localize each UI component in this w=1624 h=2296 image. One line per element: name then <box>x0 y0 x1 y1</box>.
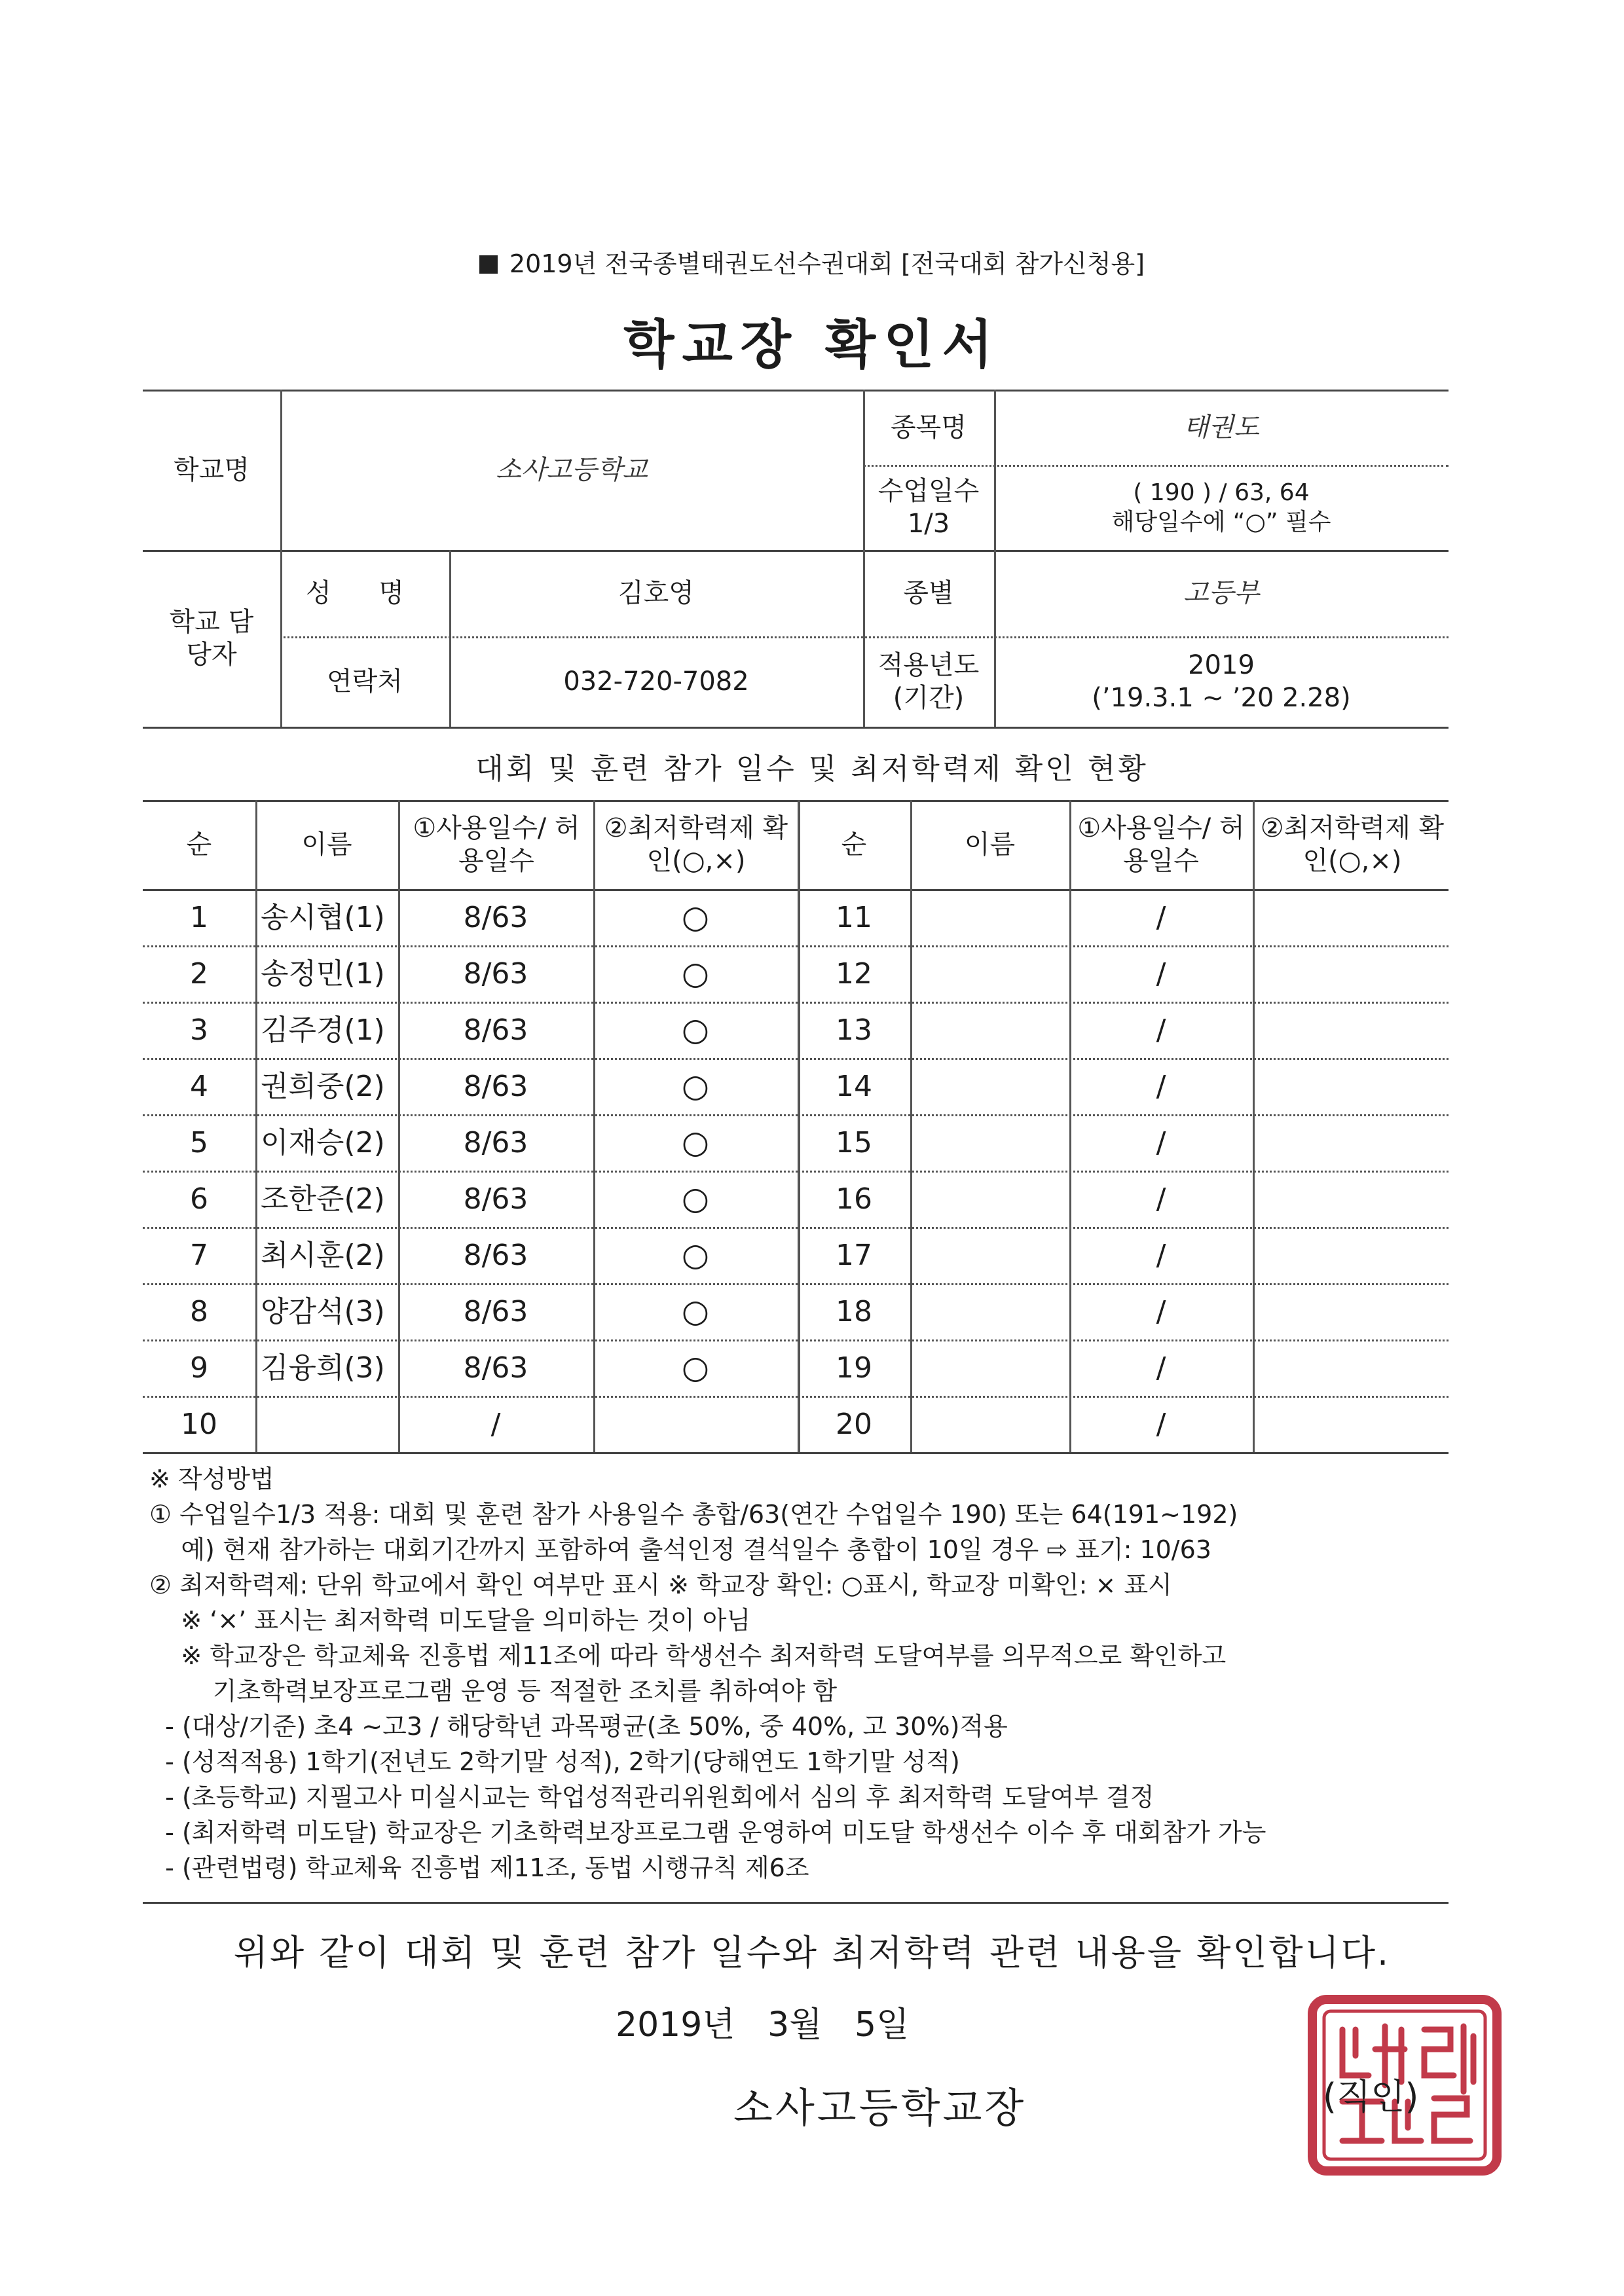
roster-name-cell <box>910 1339 1075 1396</box>
roster-check-cell <box>1253 1058 1449 1114</box>
roster-name-cell <box>910 945 1075 1002</box>
name-label: 성 명 <box>306 578 424 608</box>
roster-name-cell <box>910 1171 1075 1227</box>
roster-check-cell: ○ <box>682 1011 709 1048</box>
col-header-no: 순 <box>841 829 867 860</box>
roster-no-cell: 7 <box>190 1238 208 1272</box>
col-header-check: ②최저학력제 확인(○,×) <box>604 813 788 876</box>
year-value: 2019 <box>1188 650 1255 680</box>
roster-name-cell: 양감석(3) <box>261 1294 385 1328</box>
sport-label: 종목명 <box>891 412 967 443</box>
roster-days-cell: 8/63 <box>463 957 528 991</box>
roster-days-cell: 8/63 <box>463 1351 528 1385</box>
roster-no-cell: 1 <box>190 900 208 934</box>
year-label: 적용년도 (기간) <box>877 650 980 713</box>
roster-check-cell <box>1253 1283 1449 1339</box>
col-header-days: ①사용일수/ 허용일수 <box>413 813 580 876</box>
roster-check-cell <box>1253 1339 1449 1396</box>
section-title: 대회 및 훈련 참가 일수 및 최저학력제 확인 현황 <box>475 752 1149 786</box>
roster-name-cell: 이재승(2) <box>261 1125 385 1159</box>
square-bullet-icon <box>479 255 498 274</box>
category-value: 고등부 <box>1183 578 1259 608</box>
roster-no-cell: 6 <box>190 1182 208 1216</box>
roster-name-cell: 조한준(2) <box>261 1182 385 1216</box>
note-line: - (성적적용) 1학기(전년도 2학기말 성적), 2학기(당해연도 1학기말 성적) <box>149 1747 960 1776</box>
roster-check-cell <box>1253 1171 1449 1227</box>
roster-name-cell: 송정민(1) <box>261 957 385 991</box>
roster-days-cell: / <box>490 1407 501 1441</box>
issue-date: 2019년 3월 5일 <box>616 2005 910 2045</box>
note-line: - (대상/기준) 초4 ~고3 / 해당학년 과목평균(초 50%, 중 40%, 고 30%)적용 <box>149 1712 1008 1741</box>
roster-check-cell <box>1253 889 1449 945</box>
roster-no-cell: 17 <box>836 1238 872 1272</box>
roster-no-cell: 9 <box>190 1351 208 1385</box>
roster-no-cell: 18 <box>836 1294 872 1328</box>
roster-no-cell: 5 <box>190 1125 208 1159</box>
note-line: ① 수업일수1/3 적용: 대회 및 훈련 참가 사용일수 총합/63(연간 수업일수 190) 또는 64(191~192) <box>149 1500 1238 1529</box>
col-header-name: 이름 <box>301 829 352 860</box>
roster-check-cell <box>1253 1396 1449 1452</box>
phone-value: 032-720-7082 <box>563 666 749 697</box>
principal-signature: 소사고등학교장 <box>733 2084 1027 2132</box>
roster-days-cell: / <box>1156 900 1166 934</box>
roster-days-cell: / <box>1156 1125 1166 1159</box>
roster-name-cell <box>910 889 1075 945</box>
roster-check-cell: ○ <box>682 1180 709 1217</box>
roster-name-cell <box>910 1114 1075 1171</box>
roster-days-cell: / <box>1156 1069 1166 1103</box>
col-header-no: 순 <box>186 829 212 860</box>
class-days-value: ( 190 ) / 63, 64 <box>1133 479 1310 506</box>
roster-days-cell: / <box>1156 1351 1166 1385</box>
roster-days-cell: 8/63 <box>463 1238 528 1272</box>
event-heading <box>0 244 1624 280</box>
roster-days-cell: 8/63 <box>463 900 528 934</box>
roster-no-cell: 4 <box>190 1069 208 1103</box>
roster-no-cell: 10 <box>181 1407 217 1441</box>
roster-days-cell: 8/63 <box>463 1294 528 1328</box>
roster-check-cell <box>1253 1114 1449 1171</box>
class-days-label: 수업일수 1/3 <box>877 476 980 539</box>
roster-no-cell: 14 <box>836 1069 872 1103</box>
year-period: (’19.3.1 ~ ’20 2.28) <box>1092 683 1351 713</box>
roster-check-cell: ○ <box>682 1349 709 1386</box>
roster-no-cell: 3 <box>190 1013 208 1047</box>
sport-value: 태권도 <box>1183 412 1259 443</box>
roster-no-cell: 11 <box>836 900 872 934</box>
roster-check-cell: ○ <box>682 1068 709 1104</box>
note-line: ※ 작성방법 <box>149 1465 274 1493</box>
roster-name-cell: 김주경(1) <box>261 1013 385 1047</box>
roster-days-cell: 8/63 <box>463 1069 528 1103</box>
roster-check-cell: ○ <box>682 1237 709 1273</box>
roster-days-cell: 8/63 <box>463 1182 528 1216</box>
roster-no-cell: 15 <box>836 1125 872 1159</box>
col-header-name: 이름 <box>964 829 1016 860</box>
note-line: - (관련법령) 학교체육 진흥법 제11조, 동법 시행규칙 제6조 <box>149 1853 809 1882</box>
roster-name-cell <box>910 1058 1075 1114</box>
roster-table <box>143 800 1449 1455</box>
roster-check-cell <box>1253 1227 1449 1283</box>
roster-days-cell: / <box>1156 1407 1166 1441</box>
page-title: 학교장 확인서 <box>623 314 1001 375</box>
roster-no-cell: 20 <box>836 1407 872 1441</box>
roster-no-cell: 12 <box>836 957 872 991</box>
note-line: ※ 학교장은 학교체육 진흥법 제11조에 따라 학생선수 최저학력 도달여부를 의무적으로 확인하고 <box>149 1641 1227 1670</box>
roster-days-cell: / <box>1156 957 1166 991</box>
roster-check-cell <box>1253 945 1449 1002</box>
school-name-value: 소사고등학교 <box>496 454 648 485</box>
roster-name-cell: 최시훈(2) <box>261 1238 385 1272</box>
contact-group-label: 학교 담당자 <box>169 607 254 670</box>
roster-name-cell <box>910 1396 1075 1452</box>
class-days-note: 해당일수에 “○” 필수 <box>1111 509 1331 536</box>
note-line: - (초등학교) 지필고사 미실시교는 학업성적관리위원회에서 심의 후 최저학력 도달여부 결정 <box>149 1783 1154 1812</box>
writing-instructions <box>149 1461 1459 1886</box>
note-line: - (최저학력 미도달) 학교장은 기초학력보장프로그램 운영하여 미도달 학생선수 이수 후 대회참가 가능 <box>149 1818 1266 1847</box>
roster-name-cell <box>910 1002 1075 1058</box>
roster-no-cell: 19 <box>836 1351 872 1385</box>
roster-check-cell: ○ <box>682 1124 709 1161</box>
contact-name-value: 김호영 <box>618 578 694 608</box>
roster-no-cell: 2 <box>190 957 208 991</box>
roster-name-cell: 송시협(1) <box>261 900 385 934</box>
roster-check-cell: ○ <box>682 1293 709 1330</box>
roster-check-cell: ○ <box>682 899 709 936</box>
roster-days-cell: / <box>1156 1013 1166 1047</box>
roster-check-cell <box>1253 1002 1449 1058</box>
roster-days-cell: / <box>1156 1238 1166 1272</box>
col-header-days: ①사용일수/ 허용일수 <box>1077 813 1245 876</box>
roster-check-cell <box>593 1396 798 1452</box>
roster-days-cell: 8/63 <box>463 1125 528 1159</box>
school-name-label: 학교명 <box>174 454 249 485</box>
confirmation-statement: 위와 같이 대회 및 훈련 참가 일수와 최저학력 관련 내용을 확인합니다. <box>233 1932 1391 1973</box>
roster-name-cell <box>910 1227 1075 1283</box>
roster-no-cell: 13 <box>836 1013 872 1047</box>
roster-days-cell: 8/63 <box>463 1013 528 1047</box>
school-info-table <box>143 390 1449 727</box>
phone-label: 연락처 <box>327 666 403 697</box>
roster-days-cell: / <box>1156 1182 1166 1216</box>
roster-check-cell: ○ <box>682 955 709 992</box>
note-line: 예) 현재 참가하는 대회기간까지 포함하여 출석인정 결석일수 총합이 10일 경우 ⇨ 표기: 10/63 <box>149 1535 1211 1564</box>
roster-name-cell: 권희중(2) <box>261 1069 385 1103</box>
note-line: 기초학력보장프로그램 운영 등 적절한 조치를 취하여야 함 <box>149 1677 838 1705</box>
roster-no-cell: 8 <box>190 1294 208 1328</box>
roster-no-cell: 16 <box>836 1182 872 1216</box>
roster-name-cell <box>255 1396 403 1452</box>
roster-days-cell: / <box>1156 1294 1166 1328</box>
note-line: ※ ‘×’ 표시는 최저학력 미도달을 의미하는 것이 아님 <box>149 1606 751 1635</box>
category-label: 종별 <box>903 578 954 608</box>
roster-name-cell: 김융희(3) <box>261 1351 385 1385</box>
roster-name-cell <box>910 1283 1075 1339</box>
note-line: ② 최저학력제: 단위 학교에서 확인 여부만 표시 ※ 학교장 확인: ○표시, 학교장 미확인: × 표시 <box>149 1571 1172 1599</box>
event-line: 2019년 전국종별태권도선수권대회 [전국대회 참가신청용] <box>509 249 1145 278</box>
seal-mark: (직인) <box>1323 2076 1419 2117</box>
col-header-check: ②최저학력제 확인(○,×) <box>1260 813 1445 876</box>
